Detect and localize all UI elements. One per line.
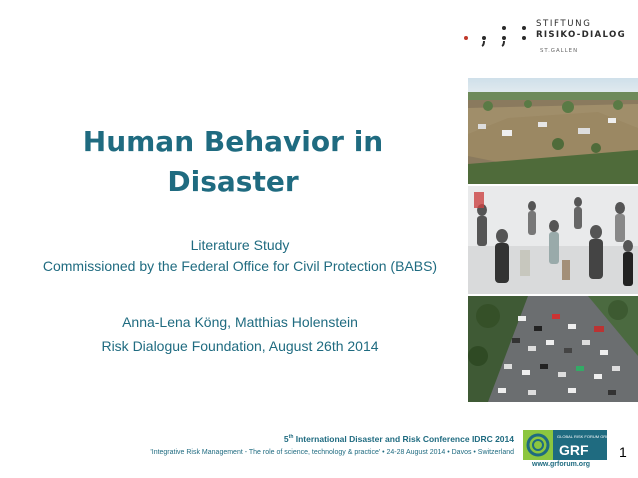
- affiliation: Risk Dialogue Foundation, August 26th 2014: [101, 338, 379, 354]
- subtitle-line2: Commissioned by the Federal Office for Civil Protection (BABS): [42, 258, 438, 274]
- footer: [0, 430, 638, 478]
- risiko-dialog-logo: [462, 14, 632, 62]
- conference-title: [284, 434, 514, 444]
- photo-strip: [468, 78, 638, 402]
- logo-line2: RISIKO-DIALOG: [536, 30, 626, 40]
- subtitle-line1: Literature Study: [190, 237, 290, 253]
- conference-name: International Disaster and Risk Conference IDRC 2014: [293, 434, 514, 444]
- authors: Anna-Lena Köng, Matthias Holenstein: [122, 314, 358, 330]
- conference-ordinal-suffix: th: [288, 434, 294, 441]
- grf-letters: GRF: [559, 442, 589, 458]
- grf-logo-icon: [523, 430, 624, 460]
- logo-city: ST.GALLEN: [540, 48, 579, 54]
- crowd-photo: [468, 186, 638, 294]
- grf-small-text: GLOBAL RISK FORUM GRF DAVOS: [557, 434, 624, 439]
- conference-ordinal: 5: [283, 434, 289, 444]
- flood-photo: [468, 78, 638, 184]
- grf-url[interactable]: www.grforum.org: [532, 461, 591, 468]
- slide-title: Human Behavior in Disaster: [82, 125, 384, 198]
- logo-line1: STIFTUNG: [536, 19, 592, 29]
- page-number: 1: [619, 444, 627, 460]
- conference-subtitle: 'Integrative Risk Management - The role of science, technology & practice' • 24-28 August 2014 • Davos • Switzerland: [150, 449, 514, 456]
- logo-marks-icon: [462, 24, 528, 48]
- traffic-photo: [468, 296, 638, 402]
